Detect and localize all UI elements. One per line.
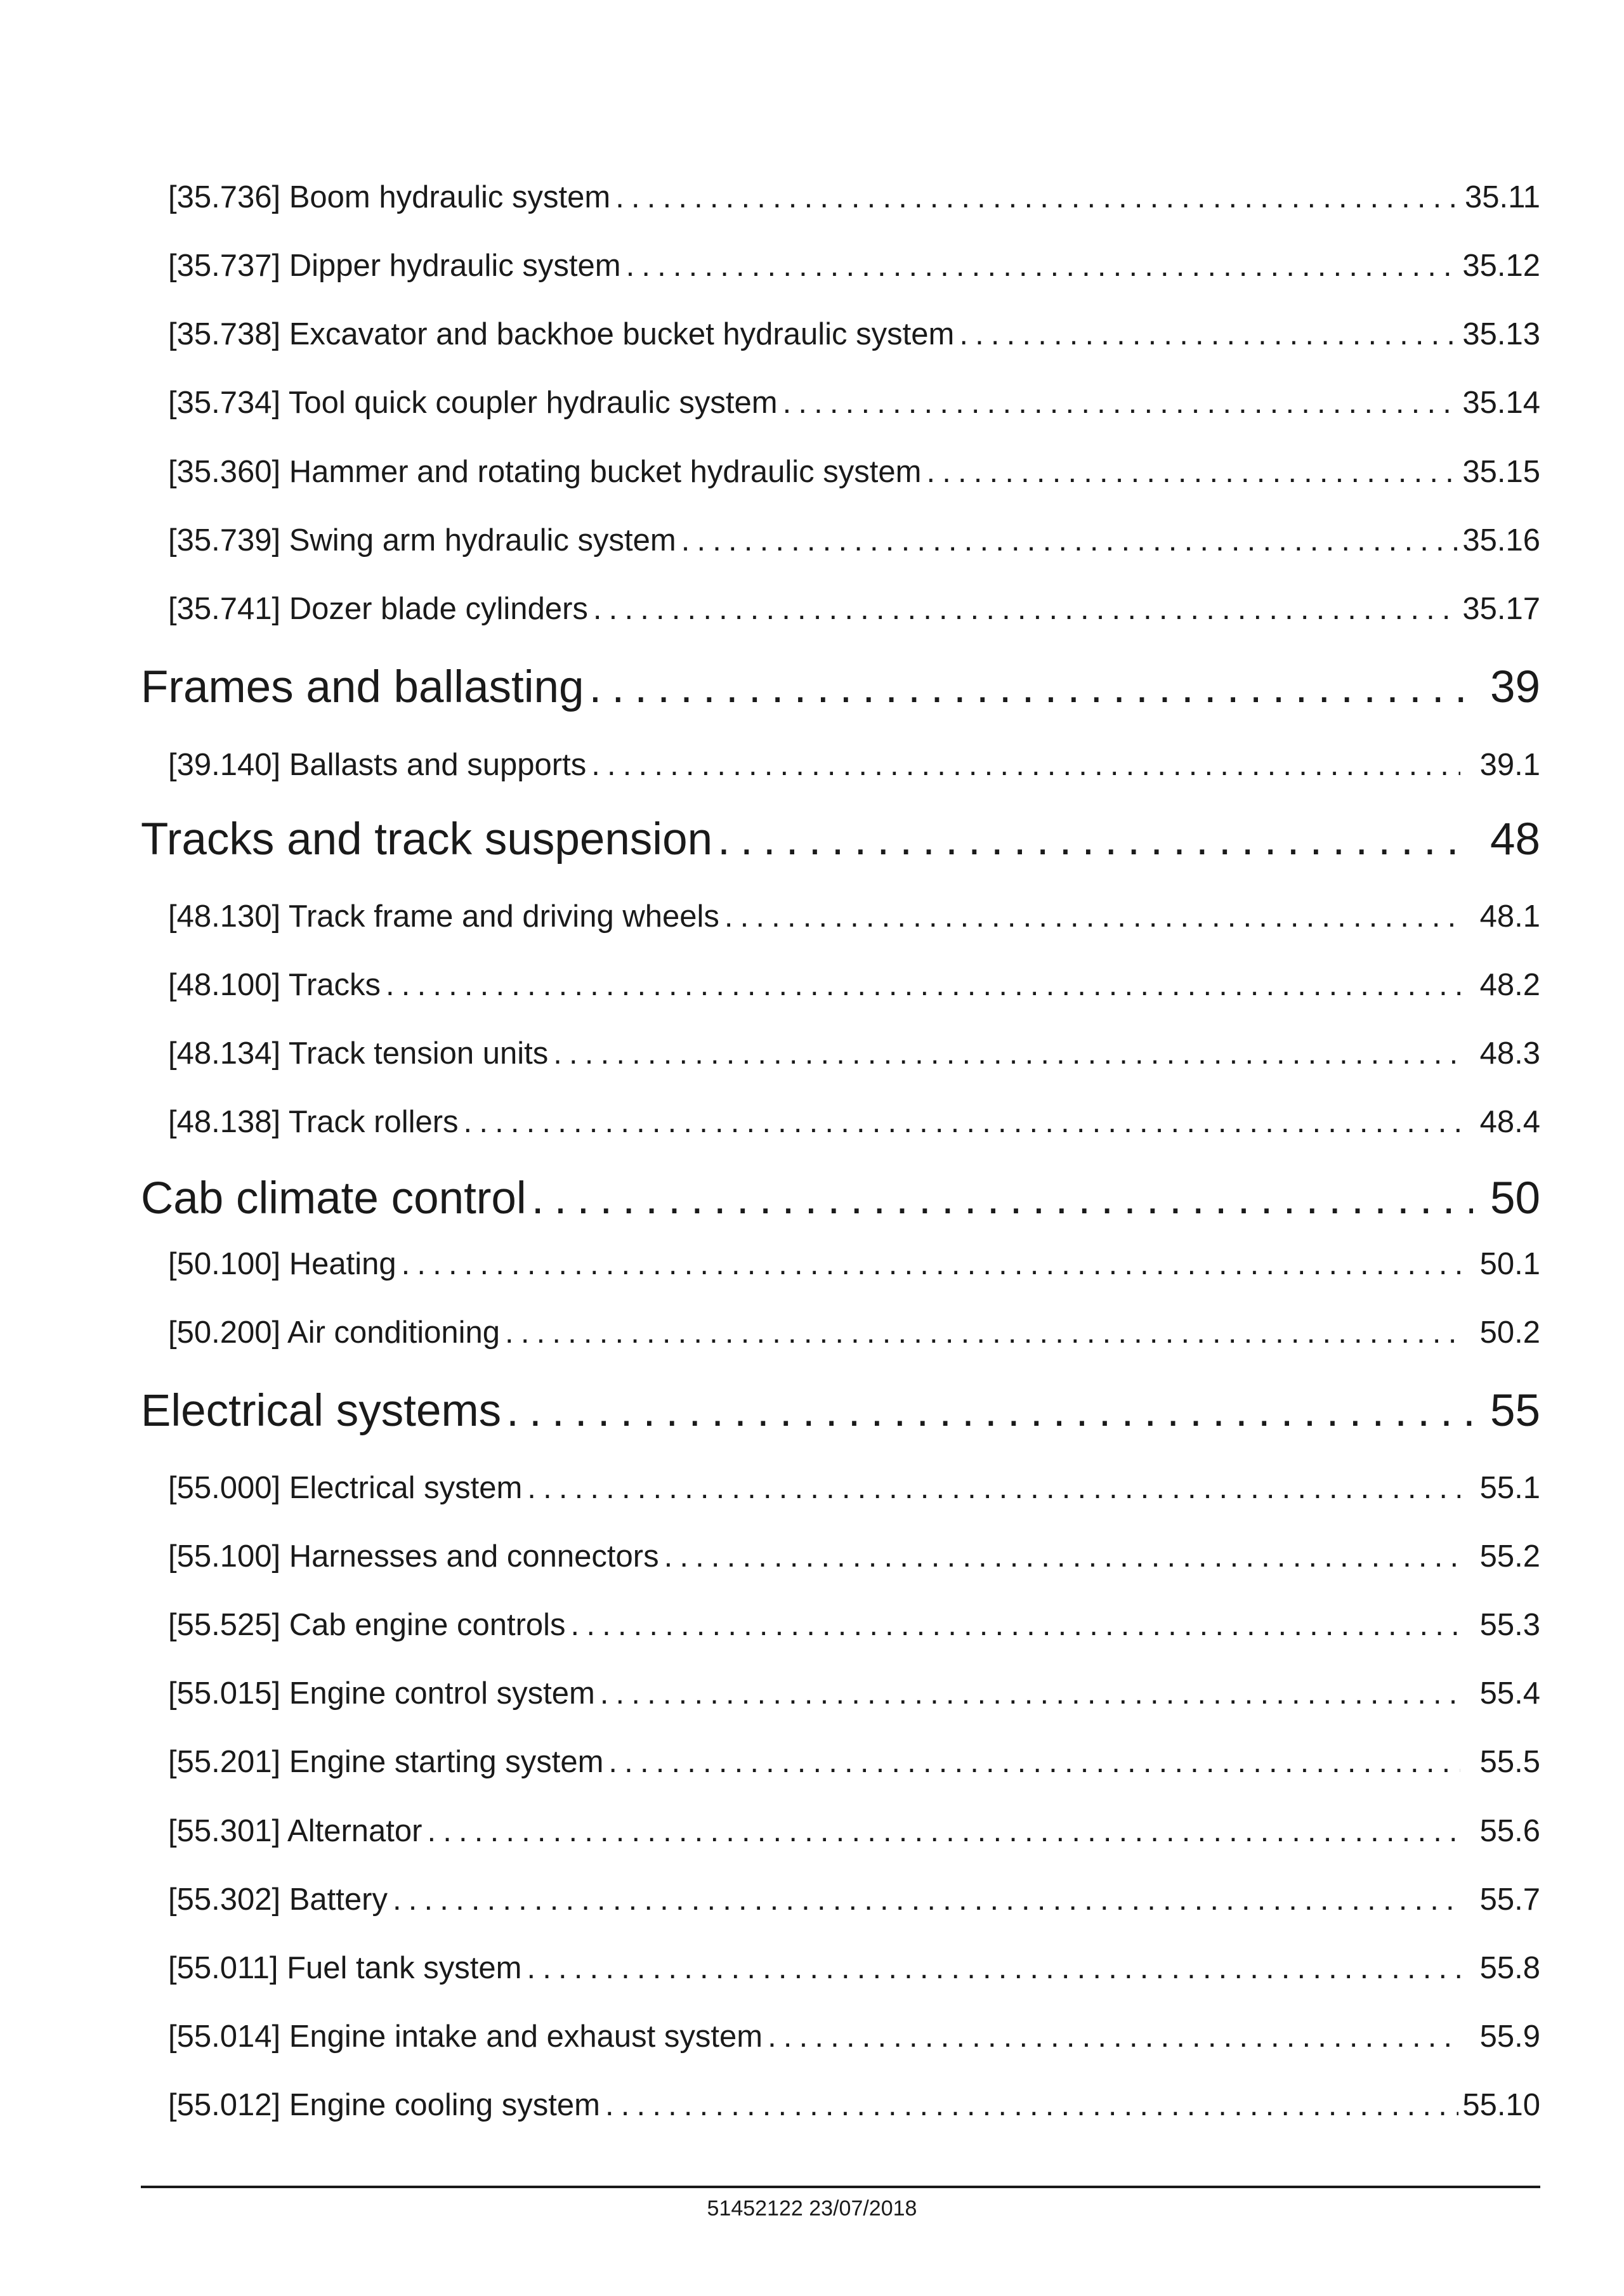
toc-entry-label: [35.360] Hammer and rotating bucket hydraulic system: [168, 455, 922, 489]
toc-entry-page: 55.2: [1479, 1539, 1540, 1574]
toc-entry-label: [35.737] Dipper hydraulic system: [168, 249, 621, 283]
toc-entry-page: 35.13: [1462, 317, 1540, 351]
toc-entry[interactable]: [168, 587, 1540, 631]
toc-entry-page: 55.10: [1462, 2088, 1540, 2122]
leader-dots: [386, 963, 1460, 1007]
leader-dots: [600, 1671, 1460, 1716]
toc-entry[interactable]: [168, 963, 1540, 1007]
leader-dots: [664, 1534, 1460, 1579]
toc-entry[interactable]: [168, 743, 1540, 787]
leader-dots: [506, 1381, 1473, 1442]
toc-entry[interactable]: [168, 1466, 1540, 1510]
toc-entry[interactable]: [168, 1603, 1540, 1647]
leader-dots: [527, 1946, 1460, 1990]
toc-entry-label: [48.138] Track rollers: [168, 1105, 459, 1139]
leader-dots: [427, 1809, 1460, 1853]
toc-entry-page: 35.12: [1462, 249, 1540, 283]
toc-entry-label: [35.734] Tool quick coupler hydraulic system: [168, 386, 778, 420]
toc-entry-label: [55.525] Cab engine controls: [168, 1608, 566, 1642]
leader-dots: [605, 2083, 1458, 2127]
toc-entry-page: 48.4: [1479, 1105, 1540, 1139]
leader-dots: [571, 1603, 1460, 1647]
toc-entry[interactable]: [168, 1740, 1540, 1784]
toc-entry-label: [35.738] Excavator and backhoe bucket hydraulic system: [168, 317, 955, 351]
toc-entry-label: [48.100] Tracks: [168, 968, 381, 1002]
toc-entry[interactable]: [168, 1100, 1540, 1144]
toc-section[interactable]: [141, 1168, 1540, 1229]
toc-section-title: Cab climate control: [141, 1173, 527, 1223]
toc-entry[interactable]: [168, 244, 1540, 288]
toc-entry-label: [48.134] Track tension units: [168, 1036, 549, 1071]
toc-entry-label: [55.014] Engine intake and exhaust system: [168, 2019, 763, 2054]
leader-dots: [505, 1310, 1460, 1355]
footer-document-id: 51452122 23/07/2018: [707, 2196, 917, 2221]
toc-entry[interactable]: [168, 1031, 1540, 1076]
leader-dots: [553, 1031, 1460, 1076]
toc-entry[interactable]: [168, 518, 1540, 563]
toc-entry-page: 50.1: [1479, 1247, 1540, 1281]
toc-entry[interactable]: [168, 1946, 1540, 1990]
leader-dots: [589, 657, 1473, 718]
leader-dots: [532, 1168, 1473, 1229]
toc-entry-page: 39.1: [1479, 748, 1540, 782]
leader-dots: [464, 1100, 1460, 1144]
leader-dots: [926, 450, 1458, 494]
toc-section[interactable]: [141, 657, 1540, 718]
toc-entry-label: [48.130] Track frame and driving wheels: [168, 899, 719, 934]
leader-dots: [608, 1740, 1460, 1784]
toc-entry[interactable]: [168, 1877, 1540, 1922]
toc-entry[interactable]: [168, 1242, 1540, 1286]
toc-entry-label: [55.201] Engine starting system: [168, 1745, 604, 1779]
toc-entry[interactable]: [168, 1671, 1540, 1716]
leader-dots: [768, 2014, 1460, 2059]
leader-dots: [626, 244, 1459, 288]
toc-entry[interactable]: [168, 381, 1540, 425]
leader-dots: [393, 1877, 1460, 1922]
toc-entry[interactable]: [168, 894, 1540, 939]
toc-section-page: 48: [1490, 814, 1540, 864]
toc-entry-label: [55.015] Engine control system: [168, 1676, 595, 1711]
leader-dots: [615, 175, 1460, 219]
toc-entry-page: 35.17: [1462, 592, 1540, 626]
toc-entry-page: 48.3: [1479, 1036, 1540, 1071]
toc-entry-label: [35.736] Boom hydraulic system: [168, 180, 611, 214]
leader-dots: [717, 809, 1473, 870]
toc-entry-page: 35.15: [1462, 455, 1540, 489]
toc-entry-page: 35.11: [1465, 180, 1540, 214]
toc-entry[interactable]: [168, 450, 1540, 494]
leader-dots: [527, 1466, 1460, 1510]
toc-entry-page: 48.2: [1479, 968, 1540, 1002]
toc-entry[interactable]: [168, 175, 1540, 219]
toc-entry-page: 55.3: [1479, 1608, 1540, 1642]
toc-entry-page: 48.1: [1479, 899, 1540, 934]
toc-entry-page: 55.1: [1479, 1471, 1540, 1505]
toc-section-title: Electrical systems: [141, 1386, 502, 1436]
toc-entry-label: [55.301] Alternator: [168, 1814, 422, 1848]
toc-section-page: 39: [1490, 662, 1540, 712]
toc-entry-label: [39.140] Ballasts and supports: [168, 748, 587, 782]
toc-entry-page: 55.9: [1479, 2019, 1540, 2054]
toc-entry-page: 35.16: [1462, 523, 1540, 558]
toc-entry[interactable]: [168, 312, 1540, 356]
toc-entry-label: [55.302] Battery: [168, 1882, 388, 1917]
toc-section[interactable]: [141, 809, 1540, 870]
toc-entry[interactable]: [168, 1809, 1540, 1853]
toc-entry-page: 55.8: [1479, 1951, 1540, 1985]
toc-entry-page: 55.5: [1479, 1745, 1540, 1779]
toc-entry-label: [50.100] Heating: [168, 1247, 396, 1281]
toc-entry-label: [50.200] Air conditioning: [168, 1315, 501, 1350]
leader-dots: [593, 587, 1458, 631]
toc-entry-label: [35.741] Dozer blade cylinders: [168, 592, 588, 626]
toc-entry[interactable]: [168, 1534, 1540, 1579]
toc-entry[interactable]: [168, 2083, 1540, 2127]
toc-section-title: Frames and ballasting: [141, 662, 584, 712]
leader-dots: [402, 1242, 1460, 1286]
toc-entry-label: [55.011] Fuel tank system: [168, 1951, 522, 1985]
toc-entry-page: 55.6: [1479, 1814, 1540, 1848]
toc-entry-page: 35.14: [1462, 386, 1540, 420]
leader-dots: [959, 312, 1458, 356]
toc-entry-page: 55.4: [1479, 1676, 1540, 1711]
toc-section[interactable]: [141, 1381, 1540, 1442]
footer-divider: [141, 2186, 1540, 2188]
leader-dots: [783, 381, 1459, 425]
toc-section-page: 55: [1490, 1386, 1540, 1436]
toc-entry[interactable]: [168, 2014, 1540, 2059]
toc-section-page: 50: [1490, 1173, 1540, 1223]
toc-entry-page: 50.2: [1479, 1315, 1540, 1350]
toc-entry-label: [35.739] Swing arm hydraulic system: [168, 523, 676, 558]
leader-dots: [591, 743, 1460, 787]
toc-entry-page: 55.7: [1479, 1882, 1540, 1917]
toc-entry-label: [55.000] Electrical system: [168, 1471, 523, 1505]
toc-entry-label: [55.012] Engine cooling system: [168, 2088, 600, 2122]
leader-dots: [724, 894, 1460, 939]
toc-section-title: Tracks and track suspension: [141, 814, 713, 864]
toc-entry[interactable]: [168, 1310, 1540, 1355]
toc-entry-label: [55.100] Harnesses and connectors: [168, 1539, 659, 1574]
leader-dots: [681, 518, 1459, 563]
